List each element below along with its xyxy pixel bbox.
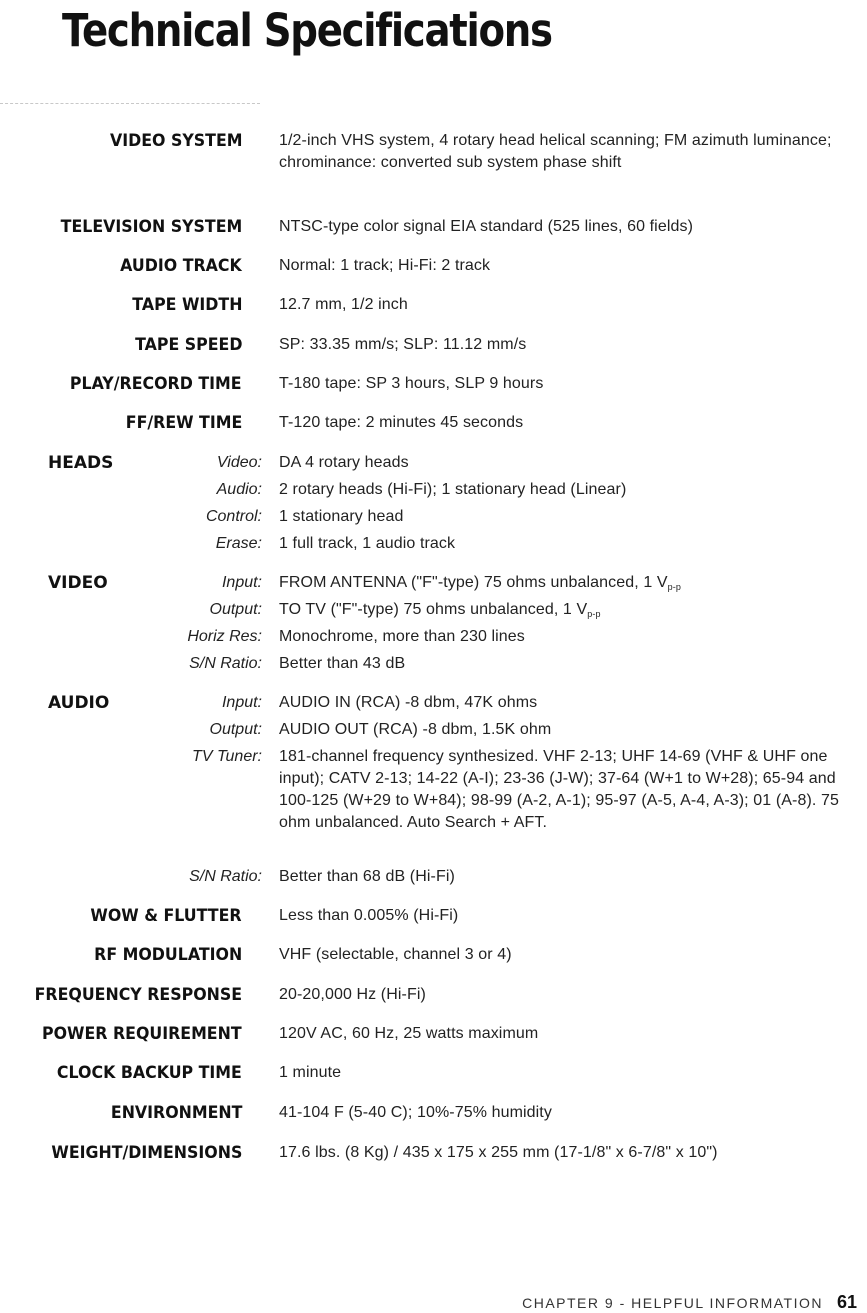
divider — [0, 103, 260, 104]
spec-value: 1/2-inch VHS system, 4 rotary head helical scanning; FM azimuth luminance; chrominance: converted sub system phase shift — [279, 132, 832, 171]
spec-label: RF MODULATION — [93, 945, 242, 965]
spec-value: 120V AC, 60 Hz, 25 watts maximum — [279, 1025, 539, 1042]
page-title: Technical Specifications — [62, 4, 552, 57]
spec-label: VIDEO SYSTEM — [109, 131, 242, 151]
chapter-title: CHAPTER 9 - HELPFUL INFORMATION — [522, 1295, 823, 1311]
spec-label: CLOCK BACKUP TIME — [57, 1063, 242, 1083]
spec-label: WOW & FLUTTER — [90, 906, 242, 926]
spec-value: 12.7 mm, 1/2 inch — [279, 296, 408, 313]
spec-label: PLAY/RECORD TIME — [70, 374, 242, 394]
spec-value — [279, 570, 843, 600]
spec-value: 1 minute — [279, 1064, 342, 1081]
group-label: VIDEO — [48, 573, 108, 593]
sub-label: Video: — [216, 454, 262, 471]
sub-label: Horiz Res: — [187, 628, 262, 645]
spec-value: 1 stationary head — [279, 508, 404, 525]
spec-value: AUDIO IN (RCA) -8 dbm, 47K ohms — [279, 694, 538, 711]
unit-subscript: p-p — [667, 582, 681, 592]
unit-subscript: p-p — [587, 609, 601, 619]
sub-label: Output: — [209, 721, 262, 738]
spec-label: FREQUENCY RESPONSE — [34, 985, 242, 1005]
spec-value: Less than 0.005% (Hi-Fi) — [279, 907, 459, 924]
sub-label: Erase: — [215, 535, 262, 552]
sub-label: S/N Ratio: — [189, 868, 262, 885]
spec-value: AUDIO OUT (RCA) -8 dbm, 1.5K ohm — [279, 721, 552, 738]
value-text: TO TV ("F"-type) 75 ohms unbalanced, 1 V — [279, 601, 588, 618]
spec-value: Monochrome, more than 230 lines — [279, 628, 525, 645]
spec-label: AUDIO TRACK — [120, 256, 242, 276]
spec-value: VHF (selectable, channel 3 or 4) — [279, 946, 512, 963]
spec-value: Normal: 1 track; Hi-Fi: 2 track — [279, 257, 491, 274]
group-label: HEADS — [48, 453, 114, 473]
sub-label: Input: — [221, 694, 262, 711]
spec-value: 20-20,000 Hz (Hi-Fi) — [279, 986, 426, 1003]
spec-label: ENVIRONMENT — [110, 1103, 242, 1123]
spec-value: Better than 68 dB (Hi-Fi) — [279, 868, 455, 885]
spec-label: WEIGHT/DIMENSIONS — [51, 1143, 242, 1163]
spec-value: DA 4 rotary heads — [279, 454, 409, 471]
group-label: AUDIO — [48, 693, 110, 713]
spec-value: SP: 33.35 mm/s; SLP: 11.12 mm/s — [279, 336, 527, 353]
sub-label: Input: — [221, 574, 262, 591]
sub-label: S/N Ratio: — [189, 655, 262, 672]
spec-value: 181-channel frequency synthesized. VHF 2-13; UHF 14-69 (VHF & UHF one input); CATV 2-13; 14-22 (A-I); 23-36 (J-W); 37-64 (W+1 to W+28); 65-94 and 100-125 (W+29 to W+84); 98-99 (A-2, A-1); 95-97 (A-5, A-4, A-3); 01 (A-8). 75 ohm unbalanced. Auto Search + AFT. — [279, 748, 839, 831]
spec-label: FF/REW TIME — [125, 413, 242, 433]
spec-value: T-180 tape: SP 3 hours, SLP 9 hours — [279, 375, 544, 392]
spec-value: T-120 tape: 2 minutes 45 seconds — [279, 414, 524, 431]
spec-label: TAPE SPEED — [134, 335, 242, 355]
sub-label: TV Tuner: — [192, 748, 262, 765]
page-footer — [522, 1292, 857, 1313]
spec-value: NTSC-type color signal EIA standard (525 lines, 60 fields) — [279, 218, 693, 235]
page-number: 61 — [836, 1292, 857, 1312]
spec-label: POWER REQUIREMENT — [42, 1024, 242, 1044]
spec-value: Better than 43 dB — [279, 655, 406, 672]
sub-label: Audio: — [216, 481, 262, 498]
sub-label: Output: — [209, 601, 262, 618]
sub-label: Control: — [205, 508, 262, 525]
spec-label: TAPE WIDTH — [131, 295, 242, 315]
spec-value: 2 rotary heads (Hi-Fi); 1 stationary head (Linear) — [279, 481, 627, 498]
spec-value — [279, 597, 843, 627]
spec-value: 41-104 F (5-40 C); 10%-75% humidity — [279, 1104, 552, 1121]
spec-label: TELEVISION SYSTEM — [60, 217, 242, 237]
value-text: FROM ANTENNA ("F"-type) 75 ohms unbalanced, 1 V — [279, 574, 668, 591]
spec-value: 1 full track, 1 audio track — [279, 535, 456, 552]
spec-value: 17.6 lbs. (8 Kg) / 435 x 175 x 255 mm (17-1/8" x 6-7/8" x 10") — [279, 1144, 718, 1161]
